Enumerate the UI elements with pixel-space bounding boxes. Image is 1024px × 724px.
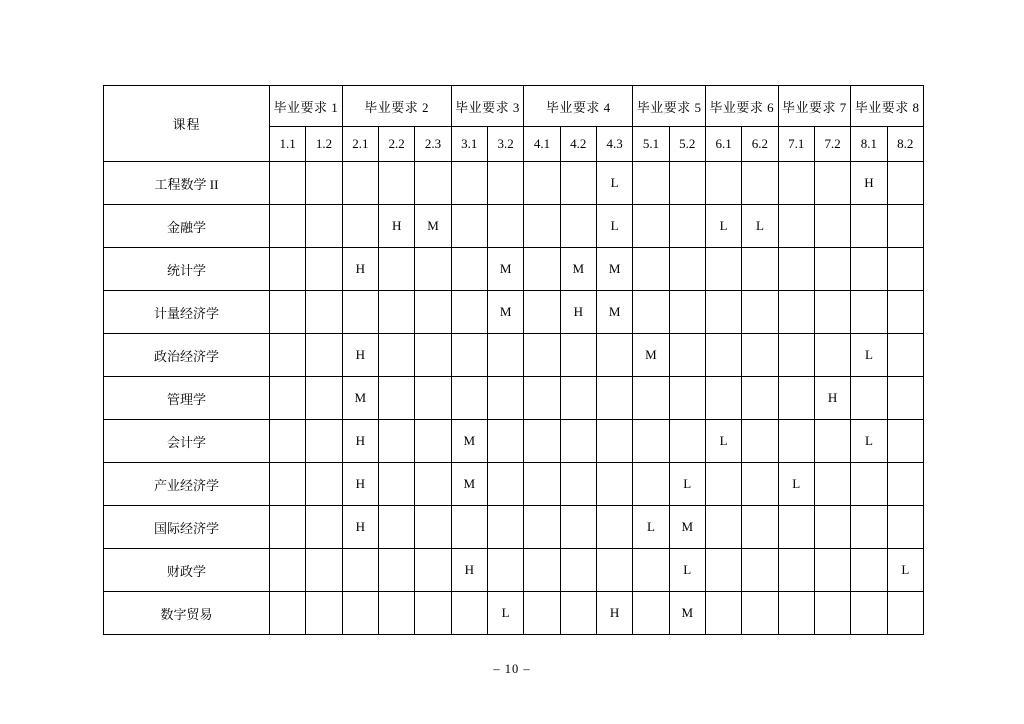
course-name-cell: 工程数学 II [104, 162, 270, 205]
matrix-cell [524, 205, 560, 248]
matrix-cell [378, 248, 414, 291]
course-name-cell: 统计学 [104, 248, 270, 291]
course-name-cell: 管理学 [104, 377, 270, 420]
matrix-cell [742, 248, 778, 291]
matrix-cell: M [451, 420, 487, 463]
matrix-cell [814, 506, 850, 549]
matrix-cell [814, 162, 850, 205]
matrix-cell [306, 205, 342, 248]
matrix-cell [378, 592, 414, 635]
group-header-7: 毕业要求 7 [778, 86, 851, 127]
matrix-cell [378, 291, 414, 334]
matrix-cell [742, 334, 778, 377]
matrix-cell [378, 162, 414, 205]
matrix-cell [451, 162, 487, 205]
matrix-cell [415, 291, 451, 334]
matrix-cell [378, 420, 414, 463]
table-row [104, 506, 924, 549]
matrix-cell [560, 205, 596, 248]
sub-header-4-2: 4.2 [560, 127, 596, 162]
matrix-cell [270, 549, 306, 592]
group-header-5: 毕业要求 5 [633, 86, 706, 127]
matrix-cell [596, 420, 632, 463]
matrix-cell [705, 291, 741, 334]
matrix-cell [596, 506, 632, 549]
matrix-cell [742, 162, 778, 205]
course-name-cell: 金融学 [104, 205, 270, 248]
matrix-cell [887, 506, 923, 549]
sub-header-8-1: 8.1 [851, 127, 887, 162]
matrix-cell [851, 205, 887, 248]
matrix-cell [451, 506, 487, 549]
matrix-cell: L [487, 592, 523, 635]
matrix-cell: H [342, 334, 378, 377]
matrix-cell [596, 377, 632, 420]
matrix-cell [778, 592, 814, 635]
matrix-cell [270, 377, 306, 420]
matrix-cell [633, 592, 669, 635]
matrix-cell [887, 377, 923, 420]
matrix-cell [742, 549, 778, 592]
matrix-cell [778, 291, 814, 334]
matrix-cell: M [669, 506, 705, 549]
matrix-cell [415, 162, 451, 205]
table-row [104, 549, 924, 592]
matrix-cell: H [814, 377, 850, 420]
matrix-cell [778, 205, 814, 248]
matrix-cell [415, 377, 451, 420]
matrix-cell [270, 248, 306, 291]
matrix-cell [705, 248, 741, 291]
matrix-cell [451, 334, 487, 377]
matrix-cell: H [378, 205, 414, 248]
matrix-cell [669, 205, 705, 248]
matrix-cell [524, 291, 560, 334]
matrix-cell: L [705, 420, 741, 463]
matrix-cell [560, 162, 596, 205]
matrix-cell: L [851, 420, 887, 463]
matrix-cell: L [669, 549, 705, 592]
matrix-cell [742, 592, 778, 635]
matrix-cell [669, 248, 705, 291]
matrix-cell [415, 248, 451, 291]
course-name-cell: 计量经济学 [104, 291, 270, 334]
matrix-cell [778, 506, 814, 549]
matrix-cell: M [487, 291, 523, 334]
matrix-cell [487, 162, 523, 205]
table-body [104, 162, 924, 635]
matrix-cell [887, 420, 923, 463]
matrix-cell [306, 377, 342, 420]
matrix-cell [742, 291, 778, 334]
matrix-cell: L [705, 205, 741, 248]
matrix-cell [270, 291, 306, 334]
sub-header-2-2: 2.2 [378, 127, 414, 162]
matrix-cell [669, 291, 705, 334]
matrix-cell [669, 334, 705, 377]
matrix-cell [306, 549, 342, 592]
matrix-cell: H [851, 162, 887, 205]
matrix-cell [669, 377, 705, 420]
matrix-cell [270, 334, 306, 377]
matrix-cell [742, 377, 778, 420]
matrix-cell: M [451, 463, 487, 506]
matrix-cell [633, 205, 669, 248]
course-name-cell: 财政学 [104, 549, 270, 592]
matrix-cell [887, 334, 923, 377]
group-header-4: 毕业要求 4 [524, 86, 633, 127]
matrix-cell: M [633, 334, 669, 377]
matrix-cell [814, 592, 850, 635]
group-header-8: 毕业要求 8 [851, 86, 924, 127]
matrix-cell [814, 291, 850, 334]
matrix-cell [378, 377, 414, 420]
page-number: – 10 – [493, 662, 531, 676]
sub-header-6-1: 6.1 [705, 127, 741, 162]
matrix-cell [742, 463, 778, 506]
matrix-cell [669, 420, 705, 463]
matrix-cell: H [342, 248, 378, 291]
sub-header-7-1: 7.1 [778, 127, 814, 162]
matrix-cell [487, 377, 523, 420]
matrix-cell [451, 291, 487, 334]
sub-header-3-2: 3.2 [487, 127, 523, 162]
matrix-cell [633, 248, 669, 291]
matrix-cell [814, 248, 850, 291]
matrix-cell [814, 420, 850, 463]
matrix-cell [306, 506, 342, 549]
sub-header-5-2: 5.2 [669, 127, 705, 162]
matrix-cell [487, 506, 523, 549]
matrix-cell: L [633, 506, 669, 549]
matrix-cell [887, 592, 923, 635]
matrix-cell [887, 205, 923, 248]
matrix-cell [633, 377, 669, 420]
curriculum-matrix-table [103, 85, 924, 635]
matrix-cell [270, 205, 306, 248]
matrix-cell [814, 205, 850, 248]
matrix-cell [415, 592, 451, 635]
matrix-cell [342, 162, 378, 205]
matrix-cell: H [342, 463, 378, 506]
matrix-cell: L [851, 334, 887, 377]
matrix-cell [560, 592, 596, 635]
matrix-cell [560, 463, 596, 506]
matrix-cell [633, 291, 669, 334]
matrix-cell: L [778, 463, 814, 506]
matrix-cell [342, 549, 378, 592]
matrix-cell [270, 592, 306, 635]
matrix-cell [342, 592, 378, 635]
matrix-cell: H [342, 506, 378, 549]
matrix-cell [705, 506, 741, 549]
matrix-cell [633, 162, 669, 205]
table-row [104, 291, 924, 334]
table-row [104, 162, 924, 205]
matrix-cell [705, 377, 741, 420]
matrix-cell: H [342, 420, 378, 463]
table-row [104, 592, 924, 635]
matrix-cell [415, 420, 451, 463]
sub-header-6-2: 6.2 [742, 127, 778, 162]
matrix-cell [596, 549, 632, 592]
matrix-cell [851, 291, 887, 334]
course-name-cell: 产业经济学 [104, 463, 270, 506]
table-row [104, 248, 924, 291]
matrix-cell [306, 463, 342, 506]
matrix-cell [560, 506, 596, 549]
sub-header-8-2: 8.2 [887, 127, 923, 162]
matrix-cell [560, 334, 596, 377]
matrix-cell [705, 592, 741, 635]
matrix-cell: L [669, 463, 705, 506]
matrix-cell [415, 463, 451, 506]
column-header-course: 课程 [104, 86, 270, 162]
matrix-cell [306, 162, 342, 205]
matrix-cell [705, 334, 741, 377]
matrix-cell [887, 248, 923, 291]
matrix-cell [342, 205, 378, 248]
matrix-cell [524, 592, 560, 635]
matrix-cell [524, 549, 560, 592]
sub-header-1-2: 1.2 [306, 127, 342, 162]
course-name-cell: 国际经济学 [104, 506, 270, 549]
matrix-cell [451, 592, 487, 635]
matrix-cell [742, 420, 778, 463]
matrix-cell [851, 463, 887, 506]
matrix-cell [451, 377, 487, 420]
matrix-cell [524, 463, 560, 506]
sub-header-7-2: 7.2 [814, 127, 850, 162]
table-row [104, 334, 924, 377]
matrix-cell [851, 506, 887, 549]
group-header-6: 毕业要求 6 [705, 86, 778, 127]
matrix-cell [778, 248, 814, 291]
matrix-cell [596, 334, 632, 377]
header-row-groups [104, 86, 924, 127]
matrix-cell [633, 420, 669, 463]
matrix-cell [306, 592, 342, 635]
matrix-cell [887, 463, 923, 506]
matrix-cell: M [487, 248, 523, 291]
matrix-cell [415, 334, 451, 377]
matrix-cell: L [742, 205, 778, 248]
matrix-cell [633, 549, 669, 592]
matrix-cell [451, 248, 487, 291]
matrix-cell [415, 506, 451, 549]
sub-header-3-1: 3.1 [451, 127, 487, 162]
matrix-cell [270, 420, 306, 463]
matrix-cell [487, 463, 523, 506]
matrix-cell [306, 248, 342, 291]
table-row [104, 420, 924, 463]
matrix-cell [524, 248, 560, 291]
matrix-cell [851, 549, 887, 592]
matrix-cell [705, 463, 741, 506]
sub-header-2-1: 2.1 [342, 127, 378, 162]
matrix-cell [378, 463, 414, 506]
group-header-1: 毕业要求 1 [270, 86, 343, 127]
matrix-cell [814, 334, 850, 377]
matrix-cell: H [560, 291, 596, 334]
matrix-cell [487, 334, 523, 377]
sub-header-4-3: 4.3 [596, 127, 632, 162]
matrix-cell [524, 162, 560, 205]
matrix-cell [778, 549, 814, 592]
matrix-cell [887, 162, 923, 205]
matrix-cell [487, 420, 523, 463]
matrix-cell [306, 291, 342, 334]
matrix-table [103, 85, 924, 635]
sub-header-2-3: 2.3 [415, 127, 451, 162]
matrix-cell [270, 506, 306, 549]
sub-header-5-1: 5.1 [633, 127, 669, 162]
matrix-cell [560, 549, 596, 592]
matrix-cell: L [596, 162, 632, 205]
course-name-cell: 会计学 [104, 420, 270, 463]
matrix-cell [633, 463, 669, 506]
matrix-cell [451, 205, 487, 248]
matrix-cell [851, 592, 887, 635]
matrix-cell [524, 420, 560, 463]
matrix-cell [524, 377, 560, 420]
matrix-cell [378, 549, 414, 592]
matrix-cell [705, 549, 741, 592]
group-header-2: 毕业要求 2 [342, 86, 451, 127]
matrix-cell: M [596, 291, 632, 334]
sub-header-1-1: 1.1 [270, 127, 306, 162]
group-header-3: 毕业要求 3 [451, 86, 524, 127]
matrix-cell [487, 549, 523, 592]
matrix-cell [524, 506, 560, 549]
matrix-cell [487, 205, 523, 248]
table-row [104, 205, 924, 248]
matrix-cell: L [596, 205, 632, 248]
course-name-cell: 政治经济学 [104, 334, 270, 377]
sub-header-4-1: 4.1 [524, 127, 560, 162]
table-header [104, 86, 924, 162]
table-row [104, 463, 924, 506]
matrix-cell: M [669, 592, 705, 635]
matrix-cell [560, 377, 596, 420]
table-row [104, 377, 924, 420]
matrix-cell [378, 506, 414, 549]
matrix-cell [851, 248, 887, 291]
matrix-cell [669, 162, 705, 205]
matrix-cell [887, 291, 923, 334]
matrix-cell [705, 162, 741, 205]
matrix-cell: H [451, 549, 487, 592]
matrix-cell: M [342, 377, 378, 420]
matrix-cell [270, 162, 306, 205]
matrix-cell [378, 334, 414, 377]
matrix-cell [778, 420, 814, 463]
matrix-cell [778, 377, 814, 420]
matrix-cell [270, 463, 306, 506]
matrix-cell [415, 549, 451, 592]
matrix-cell [778, 162, 814, 205]
matrix-cell: M [596, 248, 632, 291]
matrix-cell [814, 463, 850, 506]
matrix-cell [524, 334, 560, 377]
matrix-cell [560, 420, 596, 463]
matrix-cell: M [415, 205, 451, 248]
matrix-cell [851, 377, 887, 420]
matrix-cell: H [596, 592, 632, 635]
matrix-cell: L [887, 549, 923, 592]
matrix-cell [306, 334, 342, 377]
matrix-cell [742, 506, 778, 549]
matrix-cell [596, 463, 632, 506]
matrix-cell [342, 291, 378, 334]
matrix-cell [814, 549, 850, 592]
course-name-cell: 数字贸易 [104, 592, 270, 635]
matrix-cell [778, 334, 814, 377]
matrix-cell [306, 420, 342, 463]
matrix-cell: M [560, 248, 596, 291]
